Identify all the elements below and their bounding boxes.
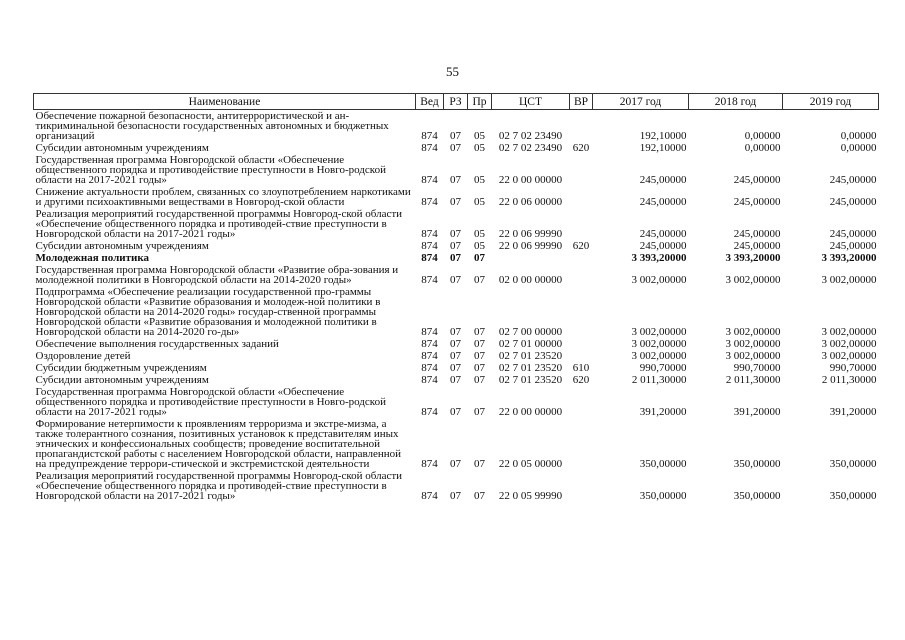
- cell-rz: 07: [450, 196, 461, 208]
- cell-2017: 192,10000: [639, 142, 687, 154]
- cell-cst: 02 7 01 00000: [498, 338, 563, 350]
- cell-2018: 245,00000: [733, 240, 781, 252]
- cell-2018: 2 011,30000: [725, 374, 781, 386]
- cell-rz: 07: [450, 338, 461, 350]
- cell-name: Обеспечение выполнения государственных заданий: [35, 338, 279, 350]
- cell-pr: 07: [474, 252, 485, 264]
- cell-name: Снижение актуальности проблем, связанных со злоупотреблением наркотиками и другими психоактивными веществами в Новгород-ской области: [35, 186, 411, 208]
- cell-rz: 07: [450, 174, 461, 186]
- cell-2018: 3 393,20000: [725, 252, 781, 264]
- cell-ved: 874: [421, 274, 438, 286]
- cell-pr: 07: [474, 274, 485, 286]
- table-row: [34, 110, 879, 143]
- cell-2017: 3 002,00000: [631, 326, 687, 338]
- table-row: [34, 252, 879, 264]
- cell-ved: 874: [421, 490, 438, 502]
- page-number: 55: [446, 64, 459, 79]
- cell-2019: 2 011,30000: [821, 374, 877, 386]
- column-header-pr: Пр: [468, 94, 492, 110]
- column-header-rz: РЗ: [444, 94, 468, 110]
- table-row: [34, 374, 879, 386]
- cell-2017: 3 002,00000: [631, 350, 687, 362]
- cell-2017: 245,00000: [639, 174, 687, 186]
- cell-ved: 874: [421, 338, 438, 350]
- cell-2019: 350,00000: [829, 490, 877, 502]
- cell-rz: 07: [450, 326, 461, 338]
- cell-2018: 3 002,00000: [725, 350, 781, 362]
- cell-2019: 391,20000: [829, 406, 877, 418]
- cell-2017: 350,00000: [639, 458, 687, 470]
- cell-vr: [570, 470, 593, 502]
- cell-vr: [570, 252, 593, 264]
- cell-ved: 874: [421, 174, 438, 186]
- cell-name: Реализация мероприятий государственной программы Новгород-ской области «Обеспечение общественного порядка и противодей-ствие преступности в Новгородской области на 2017-2021 годы»: [35, 208, 403, 240]
- column-header-2019: 2019 год: [783, 94, 879, 110]
- cell-cst: 22 0 00 00000: [498, 174, 563, 186]
- column-header-vr: ВР: [570, 94, 593, 110]
- cell-cst: 22 0 06 99990: [498, 240, 563, 252]
- cell-2019: 3 393,20000: [821, 252, 877, 264]
- cell-vr: 620: [572, 374, 590, 386]
- cell-pr: 05: [474, 228, 485, 240]
- cell-vr: [570, 186, 593, 208]
- cell-2019: 245,00000: [829, 196, 877, 208]
- cell-name: Государственная программа Новгородской области «Обеспечение общественного порядка и противодействие преступности в Новго-родской области на 2017-2021 годы»: [35, 386, 386, 418]
- cell-ved: 874: [421, 350, 438, 362]
- cell-2018: 245,00000: [733, 174, 781, 186]
- cell-cst: 02 7 01 23520: [498, 362, 563, 374]
- cell-2018: 391,20000: [733, 406, 781, 418]
- cell-2018: 245,00000: [733, 196, 781, 208]
- cell-ved: 874: [421, 240, 438, 252]
- cell-vr: [570, 154, 593, 186]
- cell-name: Субсидии бюджетным учреждениям: [35, 362, 207, 374]
- cell-2017: 245,00000: [639, 228, 687, 240]
- cell-vr: [570, 338, 593, 350]
- cell-2019: 3 002,00000: [821, 274, 877, 286]
- table-row: [34, 186, 879, 208]
- cell-ved: 874: [421, 130, 438, 142]
- cell-2017: 3 002,00000: [631, 338, 687, 350]
- cell-pr: 07: [474, 374, 485, 386]
- cell-name: Субсидии автономным учреждениям: [35, 374, 209, 386]
- cell-vr: 620: [572, 142, 590, 154]
- column-header-2017: 2017 год: [593, 94, 689, 110]
- cell-pr: 05: [474, 130, 485, 142]
- table-row: [34, 154, 879, 186]
- cell-name: Государственная программа Новгородской области «Обеспечение общественного порядка и противодействие преступности в Новго-родской области на 2017-2021 годы»: [35, 154, 386, 186]
- cell-rz: 07: [450, 130, 461, 142]
- cell-2018: 245,00000: [733, 228, 781, 240]
- cell-pr: 07: [474, 406, 485, 418]
- cell-2019: 3 002,00000: [821, 350, 877, 362]
- cell-cst: 02 7 01 23520: [498, 374, 563, 386]
- cell-rz: 07: [450, 142, 461, 154]
- cell-name: Реализация мероприятий государственной программы Новгород-ской области «Обеспечение общественного порядка и противодей-ствие преступности в Новгородской области на 2017-2021 годы»: [35, 470, 403, 502]
- column-header-ved: Вед: [416, 94, 444, 110]
- cell-pr: 07: [474, 490, 485, 502]
- cell-name: Субсидии автономным учреждениям: [35, 240, 209, 252]
- cell-vr: [570, 110, 593, 143]
- cell-ved: 874: [421, 228, 438, 240]
- cell-2019: 990,70000: [829, 362, 877, 374]
- cell-rz: 07: [450, 228, 461, 240]
- table-row: [34, 240, 879, 252]
- cell-2018: 0,00000: [744, 142, 781, 154]
- cell-2017: 391,20000: [639, 406, 687, 418]
- table-row: [34, 386, 879, 418]
- cell-2019: 350,00000: [829, 458, 877, 470]
- cell-2017: 3 393,20000: [631, 252, 687, 264]
- table-body: [34, 110, 879, 503]
- cell-2017: 990,70000: [639, 362, 687, 374]
- cell-pr: 07: [474, 458, 485, 470]
- table-row: [34, 338, 879, 350]
- cell-name: Субсидии автономным учреждениям: [35, 142, 209, 154]
- cell-vr: 620: [572, 240, 590, 252]
- budget-table: [33, 93, 879, 502]
- table-row: [34, 208, 879, 240]
- cell-cst: 02 7 01 23520: [498, 350, 563, 362]
- cell-2017: 350,00000: [639, 490, 687, 502]
- cell-rz: 07: [450, 362, 461, 374]
- cell-vr: [570, 418, 593, 470]
- cell-2017: 2 011,30000: [631, 374, 687, 386]
- table-row: [34, 350, 879, 362]
- table-row: [34, 286, 879, 338]
- cell-ved: 874: [421, 196, 438, 208]
- cell-ved: 874: [421, 406, 438, 418]
- cell-rz: 07: [450, 350, 461, 362]
- cell-2019: 245,00000: [829, 240, 877, 252]
- table-row: [34, 418, 879, 470]
- cell-rz: 07: [450, 240, 461, 252]
- cell-cst: 02 0 00 00000: [498, 274, 563, 286]
- cell-cst: 02 7 00 00000: [498, 326, 563, 338]
- cell-2019: 3 002,00000: [821, 338, 877, 350]
- cell-2017: 3 002,00000: [631, 274, 687, 286]
- cell-name: Подпрограмма «Обеспечение реализации государственной про-граммы Новгородской области «Развитие образования и молодеж-ной политики в Новгородской области на 2014-2020 годы» государ-ственной программы Новгородской области «Развитие образования и молодежной политики в Новгородской области на 2014-2020 го-ды»: [35, 286, 381, 338]
- cell-vr: [570, 208, 593, 240]
- table-row: [34, 362, 879, 374]
- cell-2019: 0,00000: [840, 130, 877, 142]
- column-header-name: Наименование: [34, 94, 416, 110]
- cell-ved: 874: [421, 142, 438, 154]
- cell-vr: [570, 386, 593, 418]
- cell-pr: 05: [474, 240, 485, 252]
- cell-ved: 874: [421, 362, 438, 374]
- cell-vr: [570, 350, 593, 362]
- cell-cst: 22 0 00 00000: [498, 406, 563, 418]
- cell-cst: 02 7 02 23490: [498, 130, 563, 142]
- cell-rz: 07: [450, 490, 461, 502]
- cell-pr: 05: [474, 142, 485, 154]
- table-row: [34, 470, 879, 502]
- cell-ved: 874: [421, 458, 438, 470]
- cell-name: Формирование нетерпимости к проявлениям терроризма и экстре-мизма, а также толерантного сознания, позитивных установок к представителям иных этнических и конфессиональных сообществ; проведение воспитательной пропагандистской работы с населением Новгородской области, направленной на предупреждение террори-стической и экстремистской деятельности: [35, 418, 402, 470]
- cell-name: Обеспечение пожарной безопасности, антитеррористической и ан-тикриминальной безопасности государственных автономных и бюджетных организаций: [35, 110, 389, 142]
- cell-pr: 05: [474, 196, 485, 208]
- cell-name: Оздоровление детей: [35, 350, 131, 362]
- cell-2019: 245,00000: [829, 228, 877, 240]
- cell-ved: 874: [421, 374, 438, 386]
- cell-2018: 350,00000: [733, 490, 781, 502]
- cell-2017: 245,00000: [639, 196, 687, 208]
- cell-2018: 3 002,00000: [725, 326, 781, 338]
- cell-2017: 192,10000: [639, 130, 687, 142]
- cell-cst: 02 7 02 23490: [498, 142, 563, 154]
- cell-2018: 0,00000: [744, 130, 781, 142]
- cell-cst: 22 0 06 99990: [498, 228, 563, 240]
- cell-2019: 3 002,00000: [821, 326, 877, 338]
- cell-cst: [492, 252, 570, 264]
- cell-vr: 610: [572, 362, 590, 374]
- cell-cst: 22 0 05 99990: [498, 490, 563, 502]
- cell-rz: 07: [450, 374, 461, 386]
- cell-pr: 05: [474, 174, 485, 186]
- cell-2018: 3 002,00000: [725, 274, 781, 286]
- table-row: [34, 264, 879, 286]
- cell-cst: 22 0 06 00000: [498, 196, 563, 208]
- cell-2019: 245,00000: [829, 174, 877, 186]
- cell-2018: 990,70000: [733, 362, 781, 374]
- cell-name: Молодежная политика: [35, 252, 150, 264]
- cell-pr: 07: [474, 326, 485, 338]
- cell-rz: 07: [450, 252, 461, 264]
- cell-pr: 07: [474, 362, 485, 374]
- cell-2019: 0,00000: [840, 142, 877, 154]
- table-row: [34, 142, 879, 154]
- table-header: [34, 94, 879, 110]
- column-header-2018: 2018 год: [689, 94, 783, 110]
- cell-2018: 3 002,00000: [725, 338, 781, 350]
- column-header-cst: ЦСТ: [492, 94, 570, 110]
- cell-rz: 07: [450, 406, 461, 418]
- cell-2017: 245,00000: [639, 240, 687, 252]
- cell-ved: 874: [421, 326, 438, 338]
- cell-cst: 22 0 05 00000: [498, 458, 563, 470]
- cell-2018: 350,00000: [733, 458, 781, 470]
- cell-vr: [570, 264, 593, 286]
- cell-rz: 07: [450, 274, 461, 286]
- cell-vr: [570, 286, 593, 338]
- cell-pr: 07: [474, 338, 485, 350]
- cell-rz: 07: [450, 458, 461, 470]
- cell-pr: 07: [474, 350, 485, 362]
- cell-name: Государственная программа Новгородской области «Развитие обра-зования и молодежной политики в Новгородской области на 2014-2020 годы»: [35, 264, 399, 286]
- cell-ved: 874: [421, 252, 438, 264]
